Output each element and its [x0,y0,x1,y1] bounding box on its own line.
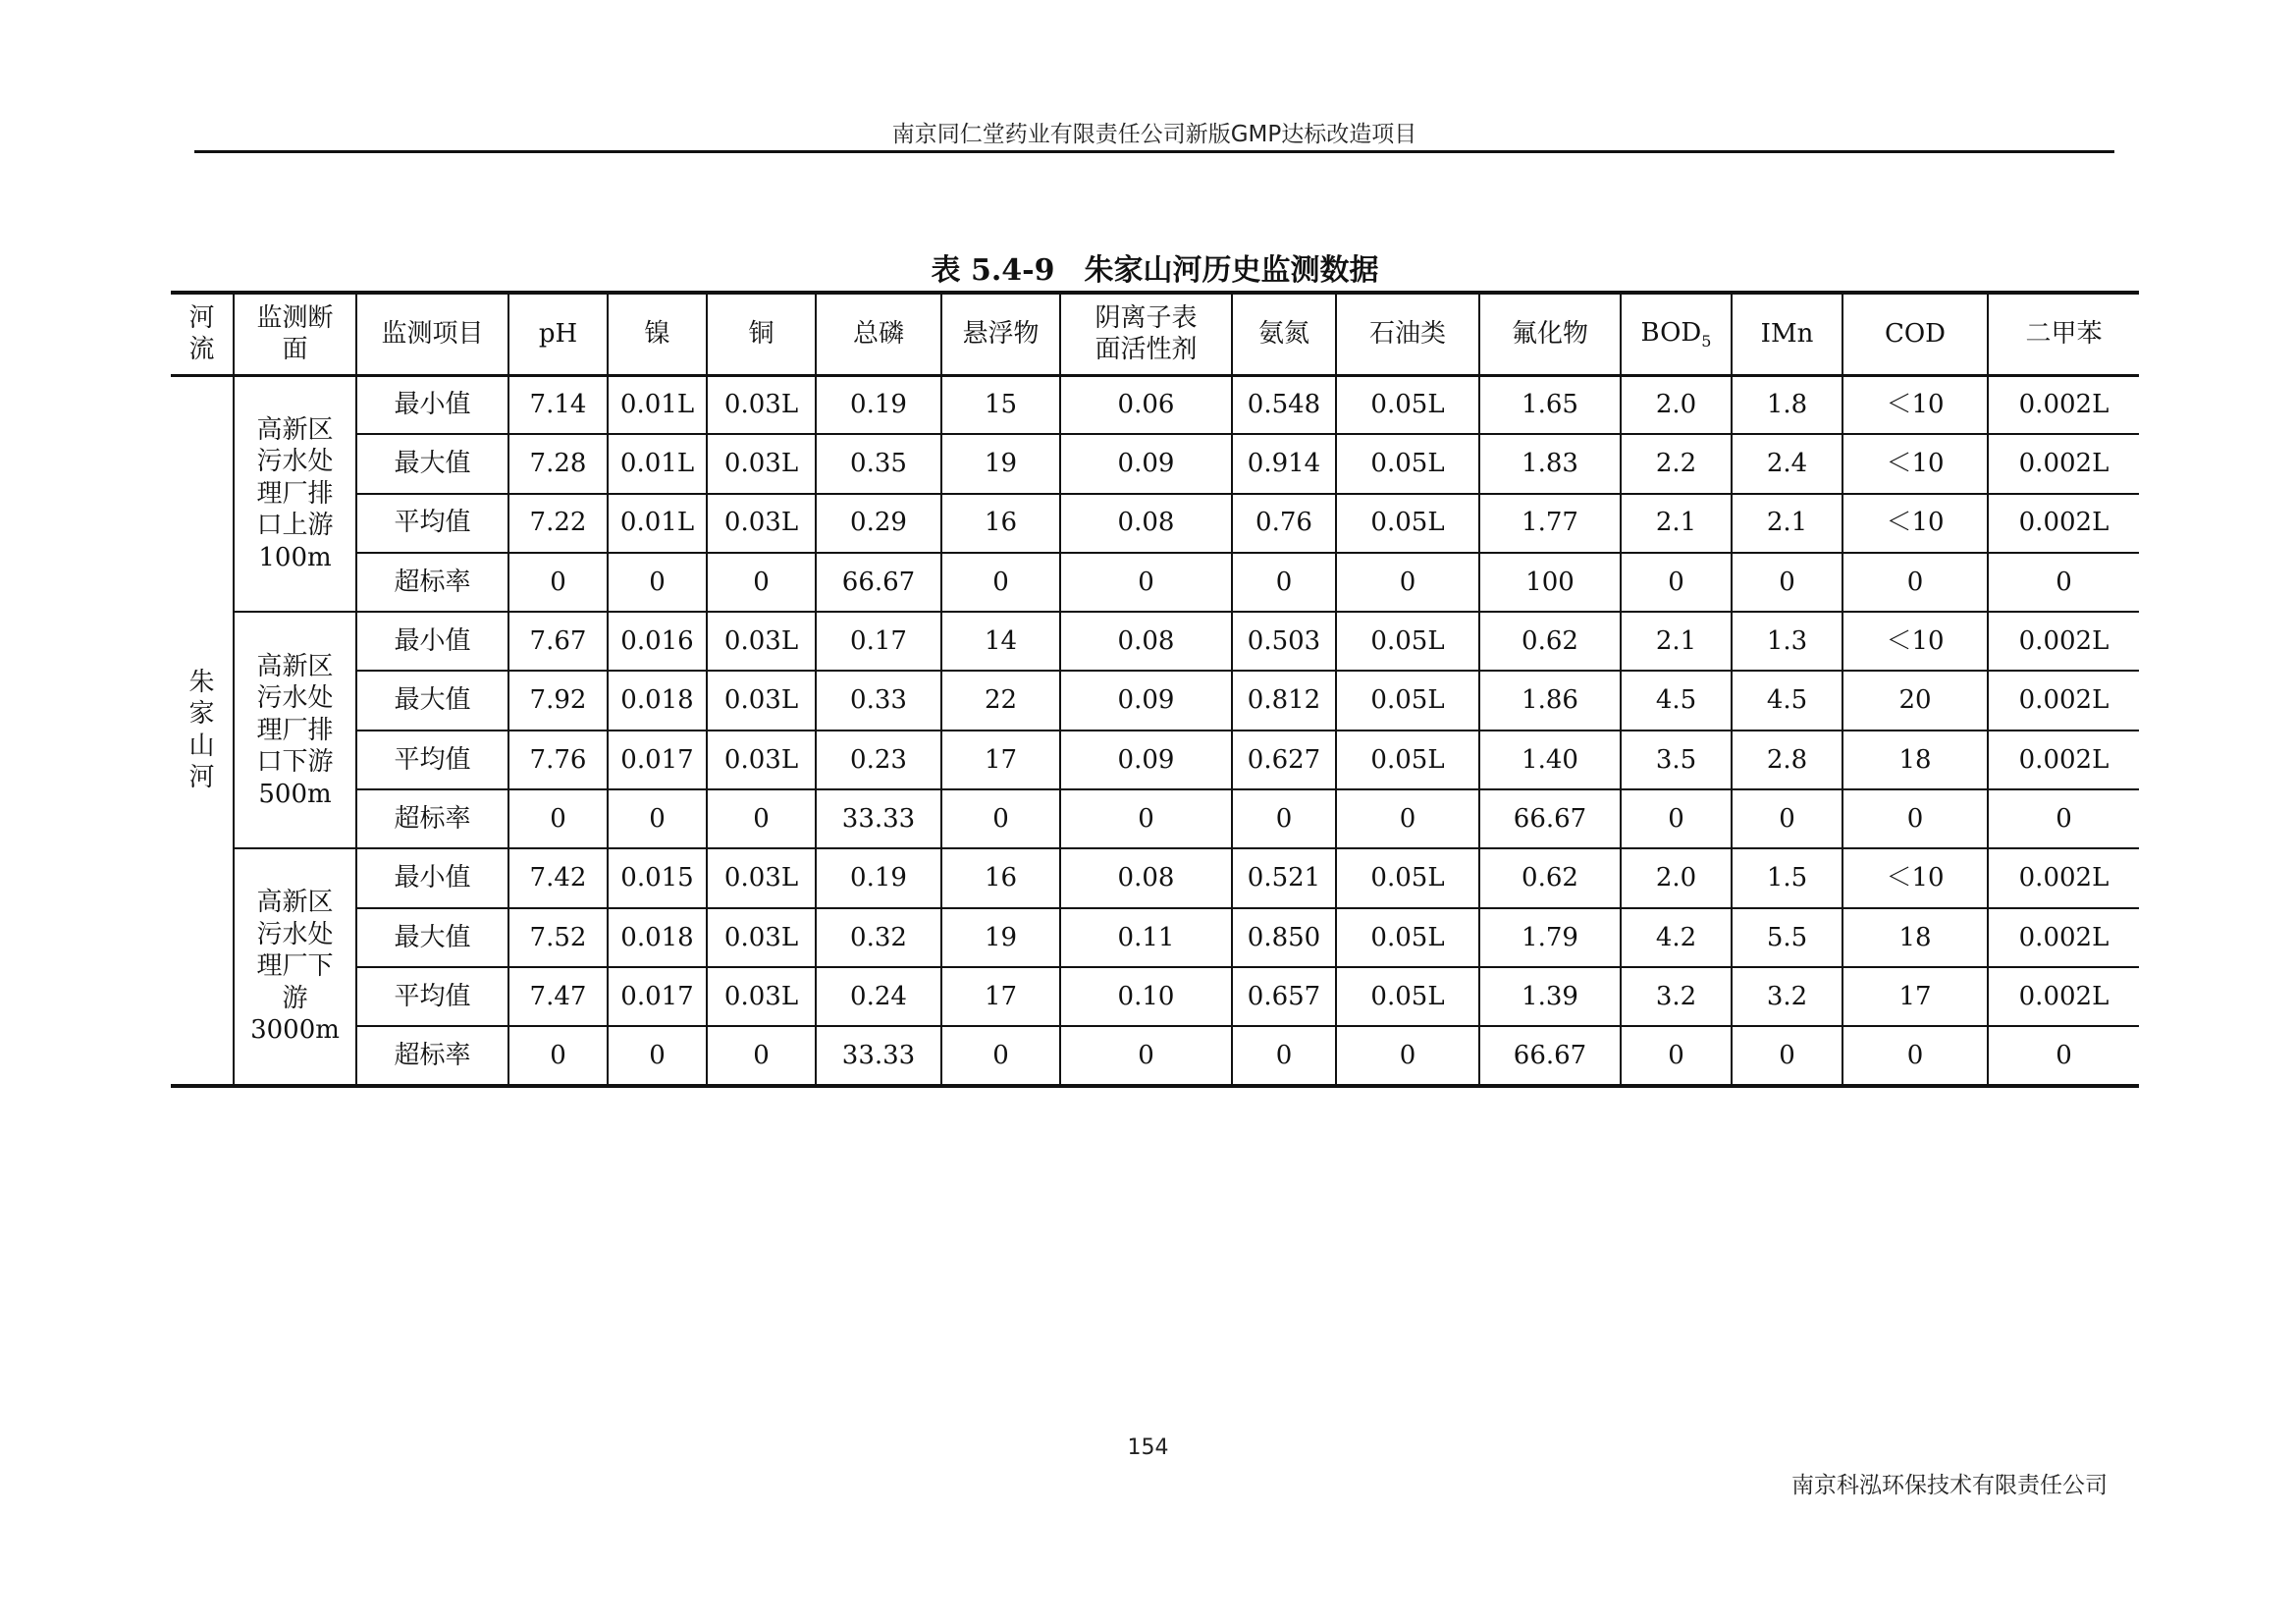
river-name-char: 河 [188,763,215,793]
table-row [171,789,2139,848]
value-cell: 0.657 [1232,967,1336,1026]
value-cell: 0 [1621,789,1732,848]
value-cell: 0 [1842,553,1988,612]
value-cell: 0.62 [1479,848,1621,907]
value-cell: 20 [1842,671,1988,730]
value-cell: 0.09 [1060,731,1232,789]
col-header-section-line2: 面 [282,335,308,365]
value-cell: 17 [941,967,1060,1026]
col-header-river-line1: 河 [188,302,215,333]
value-cell: 0.002L [1988,494,2139,553]
value-cell: 0.03L [707,612,816,671]
value-cell: 4.5 [1621,671,1732,730]
value-cell: 0 [1842,1026,1988,1085]
value-cell: 18 [1842,908,1988,967]
value-cell: 0.002L [1988,967,2139,1026]
value-cell: 1.8 [1732,375,1842,434]
section-line: 理厂排 [256,715,334,745]
value-cell: 17 [941,731,1060,789]
table-row [171,375,2139,434]
value-cell: 0.017 [608,731,707,789]
value-cell: 1.65 [1479,375,1621,434]
table-row [171,434,2139,493]
value-cell: 0.62 [1479,612,1621,671]
table-row [171,494,2139,553]
value-cell: 0.01L [608,494,707,553]
value-cell: 2.8 [1732,731,1842,789]
value-cell: 0.05L [1336,908,1479,967]
value-cell: 7.76 [508,731,608,789]
value-cell: 0.23 [816,731,941,789]
value-cell: 0.002L [1988,908,2139,967]
value-cell: ＜10 [1842,375,1988,434]
table-row [171,1026,2139,1085]
value-cell: 0.548 [1232,375,1336,434]
value-cell: 2.2 [1621,434,1732,493]
value-cell: 0.05L [1336,494,1479,553]
value-cell: 15 [941,375,1060,434]
value-cell: 0.03L [707,908,816,967]
col-header-item: 监测项目 [356,293,508,375]
value-cell: 0 [1732,553,1842,612]
value-cell: 0.018 [608,671,707,730]
section-line: 口下游 [256,747,334,778]
section-line: 理厂下 [256,951,334,982]
section-line: 口上游 [256,511,334,541]
section-cell-downstream-3000m [234,848,356,1085]
table-row [171,612,2139,671]
col-header-river-line2: 流 [188,335,215,365]
value-cell: 2.1 [1621,494,1732,553]
col-header-fluoride: 氟化物 [1479,293,1621,375]
value-cell: 2.0 [1621,848,1732,907]
value-cell: 0 [1336,1026,1479,1085]
value-cell: 0.03L [707,967,816,1026]
value-cell: 0 [707,789,816,848]
value-cell: 0.09 [1060,434,1232,493]
value-cell: 4.5 [1732,671,1842,730]
value-cell: 0 [1336,789,1479,848]
table-row [171,553,2139,612]
value-cell: 33.33 [816,1026,941,1085]
value-cell: ＜10 [1842,434,1988,493]
page-number: 154 [1127,1435,1169,1460]
value-cell: 0.32 [816,908,941,967]
value-cell: ＜10 [1842,612,1988,671]
value-cell: 7.92 [508,671,608,730]
value-cell: 0 [1732,1026,1842,1085]
col-header-cod: COD [1842,293,1988,375]
item-cell: 最大值 [356,434,508,493]
value-cell: 0 [1060,553,1232,612]
value-cell: 100 [1479,553,1621,612]
page-header-title: 南京同仁堂药业有限责任公司新版GMP达标改造项目 [891,122,1417,147]
value-cell: 1.5 [1732,848,1842,907]
value-cell: 0.05L [1336,612,1479,671]
value-cell: 0.03L [707,848,816,907]
river-name-char: 朱 [188,667,215,697]
value-cell: 0.002L [1988,434,2139,493]
value-cell: 0.05L [1336,967,1479,1026]
value-cell: 0.08 [1060,494,1232,553]
value-cell: 0 [608,553,707,612]
value-cell: 0.850 [1232,908,1336,967]
section-line: 3000m [250,1015,340,1046]
value-cell: 66.67 [1479,1026,1621,1085]
value-cell: 0 [1988,553,2139,612]
value-cell: 3.2 [1621,967,1732,1026]
value-cell: 7.52 [508,908,608,967]
value-cell: 0.018 [608,908,707,967]
section-line: 污水处 [256,683,334,714]
value-cell: 0.03L [707,671,816,730]
item-cell: 最大值 [356,908,508,967]
value-cell: 0 [1060,789,1232,848]
value-cell: 14 [941,612,1060,671]
value-cell: 0 [1621,553,1732,612]
value-cell: 0.002L [1988,731,2139,789]
value-cell: 4.2 [1621,908,1732,967]
value-cell: 66.67 [1479,789,1621,848]
section-line: 高新区 [256,888,334,918]
value-cell: 0.08 [1060,612,1232,671]
value-cell: 19 [941,908,1060,967]
item-cell: 平均值 [356,967,508,1026]
value-cell: 0.06 [1060,375,1232,434]
table-row [171,671,2139,730]
item-cell: 最小值 [356,375,508,434]
value-cell: 0.627 [1232,731,1336,789]
value-cell: 1.77 [1479,494,1621,553]
value-cell: 0 [941,789,1060,848]
value-cell: 7.42 [508,848,608,907]
value-cell: 16 [941,494,1060,553]
value-cell: 16 [941,848,1060,907]
value-cell: 66.67 [816,553,941,612]
item-cell: 超标率 [356,553,508,612]
value-cell: 0.503 [1232,612,1336,671]
value-cell: 0 [608,1026,707,1085]
value-cell: 0 [508,553,608,612]
value-cell: 0 [1232,1026,1336,1085]
value-cell: 0.10 [1060,967,1232,1026]
value-cell: 0.017 [608,967,707,1026]
value-cell: 0 [1732,789,1842,848]
col-header-bod-main: BOD [1640,317,1702,348]
header-rule [194,150,2114,153]
section-cell-upstream-100m [234,375,356,612]
value-cell: 0 [1232,553,1336,612]
value-cell: 0.05L [1336,375,1479,434]
section-line: 理厂排 [256,478,334,509]
col-header-ph: pH [508,293,608,375]
value-cell: 0 [1988,1026,2139,1085]
col-header-copper: 铜 [707,293,816,375]
river-name-char: 山 [188,731,215,761]
value-cell: 0 [1842,789,1988,848]
item-cell: 最大值 [356,671,508,730]
value-cell: 0 [508,789,608,848]
section-cell-downstream-500m [234,612,356,848]
col-header-total-phosphorus: 总磷 [816,293,941,375]
col-header-bod5 [1621,293,1732,375]
value-cell: 0.01L [608,375,707,434]
value-cell: 7.14 [508,375,608,434]
value-cell: 7.67 [508,612,608,671]
value-cell: 0.05L [1336,434,1479,493]
value-cell: 0.016 [608,612,707,671]
col-header-las-line2: 面活性剂 [1095,335,1198,365]
value-cell: 0.19 [816,375,941,434]
footer-company: 南京科泓环保技术有限责任公司 [1791,1473,2108,1498]
river-name-char: 家 [188,699,215,730]
value-cell: 1.86 [1479,671,1621,730]
value-cell: 0 [1336,553,1479,612]
value-cell: 0.03L [707,434,816,493]
value-cell: 3.5 [1621,731,1732,789]
value-cell: 2.1 [1732,494,1842,553]
value-cell: 0.33 [816,671,941,730]
value-cell: 0.002L [1988,848,2139,907]
value-cell: 1.79 [1479,908,1621,967]
value-cell: 7.47 [508,967,608,1026]
value-cell: ＜10 [1842,494,1988,553]
value-cell: 0 [1232,789,1336,848]
table-row [171,908,2139,967]
value-cell: 0 [1060,1026,1232,1085]
col-header-anionic-surfactant [1060,293,1232,375]
value-cell: 0.03L [707,494,816,553]
value-cell: 2.4 [1732,434,1842,493]
value-cell: 0.05L [1336,848,1479,907]
value-cell: 0 [608,789,707,848]
value-cell: 0 [1621,1026,1732,1085]
value-cell: 0 [707,1026,816,1085]
col-header-section [234,293,356,375]
value-cell: 0.05L [1336,671,1479,730]
value-cell: 0.812 [1232,671,1336,730]
value-cell: 0.09 [1060,671,1232,730]
item-cell: 平均值 [356,494,508,553]
section-line: 高新区 [256,414,334,445]
value-cell: 0 [1988,789,2139,848]
section-line: 游 [282,983,308,1013]
value-cell: 0.002L [1988,375,2139,434]
item-cell: 最小值 [356,612,508,671]
monitoring-data-table [171,291,2139,1088]
value-cell: 0.35 [816,434,941,493]
river-name-cell [171,375,234,1086]
value-cell: 33.33 [816,789,941,848]
col-header-section-line1: 监测断 [256,302,334,333]
value-cell: 1.83 [1479,434,1621,493]
value-cell: 0 [941,1026,1060,1085]
table-row [171,967,2139,1026]
section-line: 污水处 [256,447,334,477]
col-header-nickel: 镍 [608,293,707,375]
value-cell: 0.17 [816,612,941,671]
value-cell: 0.24 [816,967,941,1026]
section-line: 污水处 [256,919,334,949]
value-cell: 3.2 [1732,967,1842,1026]
table-row [171,731,2139,789]
value-cell: 0.11 [1060,908,1232,967]
value-cell: 0.015 [608,848,707,907]
value-cell: 0 [707,553,816,612]
item-cell: 超标率 [356,789,508,848]
value-cell: 2.1 [1621,612,1732,671]
value-cell: 0.19 [816,848,941,907]
value-cell: 0 [508,1026,608,1085]
value-cell: 7.28 [508,434,608,493]
col-header-xylene: 二甲苯 [1988,293,2139,375]
value-cell: 0.01L [608,434,707,493]
value-cell: 0.76 [1232,494,1336,553]
value-cell: 1.3 [1732,612,1842,671]
table-row [171,848,2139,907]
section-line: 500m [258,779,332,809]
section-line: 高新区 [256,651,334,681]
value-cell: 2.0 [1621,375,1732,434]
value-cell: 0.03L [707,375,816,434]
value-cell: 7.22 [508,494,608,553]
col-header-river [171,293,234,375]
item-cell: 最小值 [356,848,508,907]
section-line: 100m [258,542,332,572]
value-cell: 0.521 [1232,848,1336,907]
col-header-bod-sub: 5 [1701,331,1712,351]
value-cell: 19 [941,434,1060,493]
value-cell: 1.40 [1479,731,1621,789]
table-header-row [171,293,2139,375]
value-cell: 5.5 [1732,908,1842,967]
value-cell: 0 [941,553,1060,612]
col-header-las-line1: 阴离子表 [1095,302,1198,333]
value-cell: 0.03L [707,731,816,789]
value-cell: 0.002L [1988,612,2139,671]
value-cell: 17 [1842,967,1988,1026]
value-cell: 0.914 [1232,434,1336,493]
value-cell: ＜10 [1842,848,1988,907]
col-header-ammonia-nitrogen: 氨氮 [1232,293,1336,375]
value-cell: 18 [1842,731,1988,789]
col-header-imn: IMn [1732,293,1842,375]
value-cell: 22 [941,671,1060,730]
item-cell: 平均值 [356,731,508,789]
value-cell: 1.39 [1479,967,1621,1026]
col-header-suspended-solids: 悬浮物 [941,293,1060,375]
value-cell: 0.002L [1988,671,2139,730]
item-cell: 超标率 [356,1026,508,1085]
value-cell: 0.08 [1060,848,1232,907]
value-cell: 0.29 [816,494,941,553]
table-caption: 表 5.4-9 朱家山河历史监测数据 [931,253,1379,288]
col-header-petroleum: 石油类 [1336,293,1479,375]
value-cell: 0.05L [1336,731,1479,789]
